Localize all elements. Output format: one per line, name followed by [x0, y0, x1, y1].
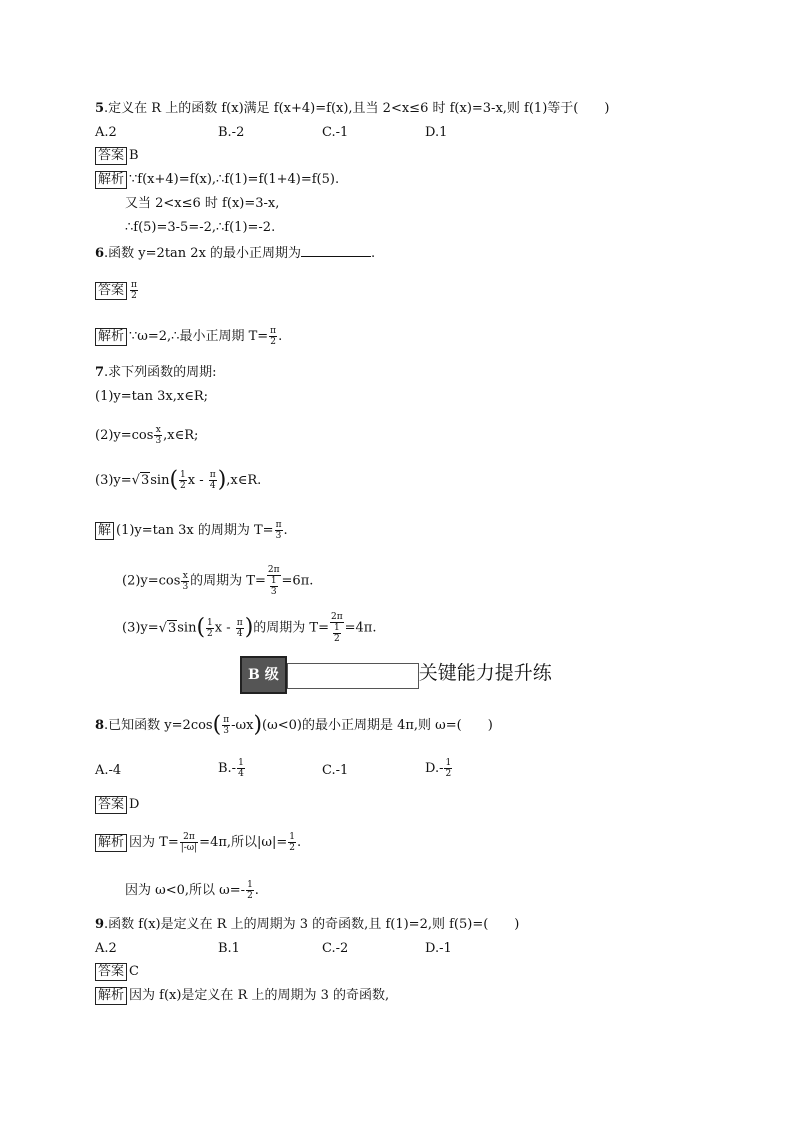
- analysis-label: 解析: [95, 328, 127, 346]
- q5-stem: 5.定义在 R 上的函数 f(x)满足 f(x+4)=f(x),且当 2<x≤6 时 f(x)=3-x,则 f(1)等于( ): [95, 101, 610, 116]
- q7-part-2: (2)y=cos $\frac{x}{3}$ ,x∈R;: [95, 425, 199, 446]
- analysis-label: 解析: [95, 171, 127, 189]
- q5-answer: 答案 B: [95, 147, 139, 165]
- level-title: 关键能力提升练: [418, 662, 552, 684]
- q9-option-b: B.1: [218, 941, 240, 956]
- answer-label: 答案: [95, 147, 127, 165]
- q9-stem: 9.函数 f(x)是定义在 R 上的周期为 3 的奇函数,且 f(1)=2,则 f(5)=( ): [95, 917, 520, 932]
- q9-option-a: A.2: [95, 941, 117, 956]
- q5-option-c: C.-1: [322, 125, 349, 140]
- q7-stem: 7.求下列函数的周期:: [95, 365, 217, 380]
- level-box: [287, 663, 419, 689]
- q6-answer: [95, 280, 139, 301]
- q7-solution-3: (3)y=√3sin( $\frac{1}{2}$ x - $\frac{\pi}{4}$ )的周期为 T= $\frac{2\pi}{\frac{1}{2}}$ =4π.: [122, 612, 377, 644]
- q6-stem: 6.函数 y=2tan 2x 的最小正周期为 .: [95, 246, 376, 261]
- solution-label: 解: [95, 522, 114, 540]
- q8-option-b: B.- $\frac{1}{4}$: [218, 758, 244, 779]
- q8-option-a: A.-4: [95, 763, 122, 778]
- answer-label: 答案: [95, 796, 127, 814]
- level-badge: B 级: [240, 656, 287, 694]
- q7-solution-1: 解 (1)y=tan 3x 的周期为 T= $\frac{\pi}{3}$ .: [95, 520, 288, 541]
- q8-option-d: D.- $\frac{1}{2}$: [425, 758, 452, 779]
- q5-analysis-line-1: 解析 ∵f(x+4)=f(x),∴f(1)=f(1+4)=f(5).: [95, 171, 339, 189]
- q7-part-1: (1)y=tan 3x,x∈R;: [95, 389, 208, 404]
- q9-option-c: C.-2: [322, 941, 349, 956]
- level-header: [240, 656, 552, 694]
- q8-stem: 8.已知函数 y=2cos( $\frac{\pi}{3}$ -ωx)(ω<0)的最小正周期是 4π,则 ω=( ): [95, 712, 493, 738]
- q5-option-b: B.-2: [218, 125, 245, 140]
- analysis-label: 解析: [95, 834, 127, 852]
- answer-blank: [301, 244, 371, 257]
- q8-answer: 答案 D: [95, 796, 139, 814]
- q6-analysis: 解析 ∵ω=2,∴最小正周期 T= $\frac{\pi}{2}$ .: [95, 326, 282, 347]
- q8-analysis-line-1: 解析 因为 T= $\frac{2\pi}{|-\omega|}$ =4π,所以|ω|= $\frac{1}{2}$ .: [95, 832, 301, 853]
- answer-label: 答案: [95, 282, 127, 300]
- q5-option-d: D.1: [425, 125, 448, 140]
- q8-option-c: C.-1: [322, 763, 349, 778]
- q7-part-3: (3)y=√3sin( $\frac{1}{2}$ x - $\frac{\pi}{4}$ ),x∈R.: [95, 467, 262, 493]
- analysis-label: 解析: [95, 987, 127, 1005]
- q5-analysis-line-2: 又当 2<x≤6 时 f(x)=3-x,: [125, 196, 280, 211]
- answer-fraction: $\frac{\pi}{2}$: [131, 280, 137, 301]
- q8-analysis-line-2: 因为 ω<0,所以 ω=- $\frac{1}{2}$ .: [125, 880, 259, 901]
- q9-analysis: 解析 因为 f(x)是定义在 R 上的周期为 3 的奇函数,: [95, 987, 389, 1005]
- q9-answer: 答案 C: [95, 963, 139, 981]
- answer-label: 答案: [95, 963, 127, 981]
- q5-analysis-line-3: ∴f(5)=3-5=-2,∴f(1)=-2.: [125, 220, 276, 235]
- q7-solution-2: (2)y=cos $\frac{x}{3}$ 的周期为 T= $\frac{2\pi}{\frac{1}{3}}$ =6π.: [122, 565, 314, 597]
- q9-option-d: D.-1: [425, 941, 452, 956]
- q5-option-a: A.2: [95, 125, 117, 140]
